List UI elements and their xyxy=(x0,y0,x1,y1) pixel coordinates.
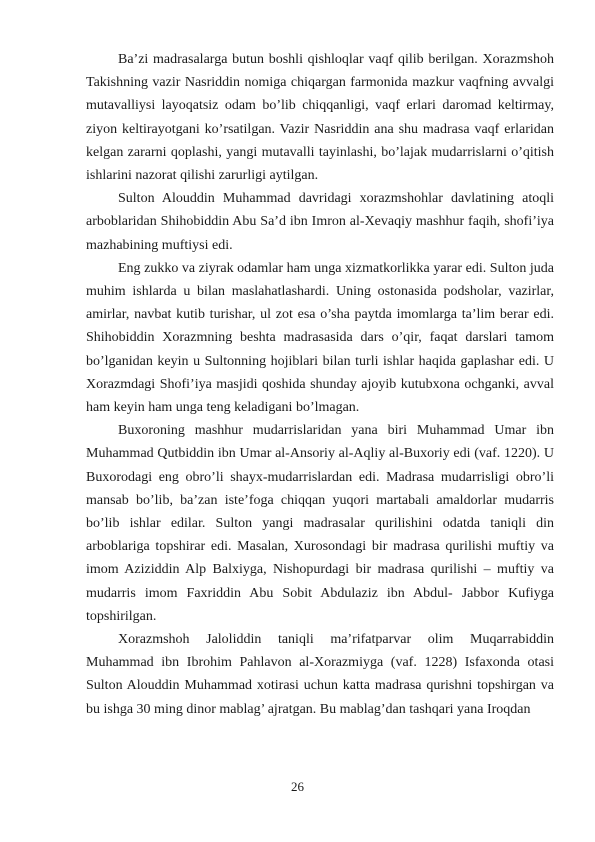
paragraph-3: Eng zukko va ziyrak odamlar ham unga xizmatkorlikka yarar edi. Sulton juda muhim ishlarda u bilan maslahatlashardi. Uning ostonasida podsholar, vazirlar, amirlar, navbat kutib turishar, ul zot esa o’sha paytda imomlarga ta’lim berar edi. Shihobiddin Xorazmning beshta madrasasida dars o’qir, faqat darslari tamom bo’lganidan keyin u Sultonning hojiblari bilan turli ishlar haqida gaplashar edi. U Xorazmdagi Shofi’iya masjidi qoshida shunday ajoyib kutubxona ochganki, avval ham keyin ham unga teng keladigani bo’lmagan. xyxy=(86,260,554,416)
page-number: 26 xyxy=(291,779,304,794)
paragraph-4: Buxoroning mashhur mudarrislaridan yana biri Muhammad Umar ibn Muhammad Qutbiddin ibn Umar al-Ansoriy al-Aqliy al-Buxoriy edi (vaf. 1220). U Buxorodagi eng obro’li shayx-mudarrislardan edi. Madrasa mudarrisligi obro’li mansab bo’lib, ba’zan iste’foga chiqqan yuqori martabali amaldorlar mudarris bo’lib ishlar edilar. Sulton yangi madrasalar qurilishini odatda taniqli din arboblariga topshirar edi. Masalan, Xurosondagi bir madrasa qurilishi muftiy va imom Aziziddin Alp Balxiyga, Nishopurdagi bir madrasa qurilishi – muftiy va mudarris imom Faxriddin Abu Sobit Abdulaziz ibn Abdul- Jabbor Kufiyga topshirilgan. xyxy=(86,423,554,624)
paragraph-2: Sulton Alouddin Muhammad davridagi xorazmshohlar davlatining atoqli arboblaridan Shihobiddin Abu Sa’d ibn Imron al-Xevaqiy mashhur faqih, shofi’iya mazhabining muftiysi edi. xyxy=(86,191,554,253)
paragraph-5: Xorazmshoh Jaloliddin taniqli ma’rifatparvar olim Muqarrabiddin Muhammad ibn Ibrohim Pahlavon al-Xorazmiyga (vaf. 1228) Isfaxonda otasi Sulton Alouddin Muhammad xotirasi uchun katta madrasa qurishni topshirgan va bu ishga 30 ming dinor mablag’ ajratgan. Bu mablag’dan tashqari yana Iroqdan xyxy=(86,632,554,717)
paragraph-1: Ba’zi madrasalarga butun boshli qishloqlar vaqf qilib berilgan. Xorazmshoh Takishning vazir Nasriddin nomiga chiqargan farmonida mazkur vaqfning avvalgi mutavalliysi layoqatsiz odam bo’lib chiqqanligi, vaqf erlari daromad keltirmay, ziyon keltirayotgani ko’rsatilgan. Vazir Nasriddin ana shu madrasa vaqf erlaridan kelgan zararni qoplashi, yangi mutavalli tayinlashi, bo’lajak mudarrislarni o’qitish ishlarini nazorat qilishi zarurligi aytilgan. xyxy=(86,52,554,184)
page-body xyxy=(86,48,554,721)
